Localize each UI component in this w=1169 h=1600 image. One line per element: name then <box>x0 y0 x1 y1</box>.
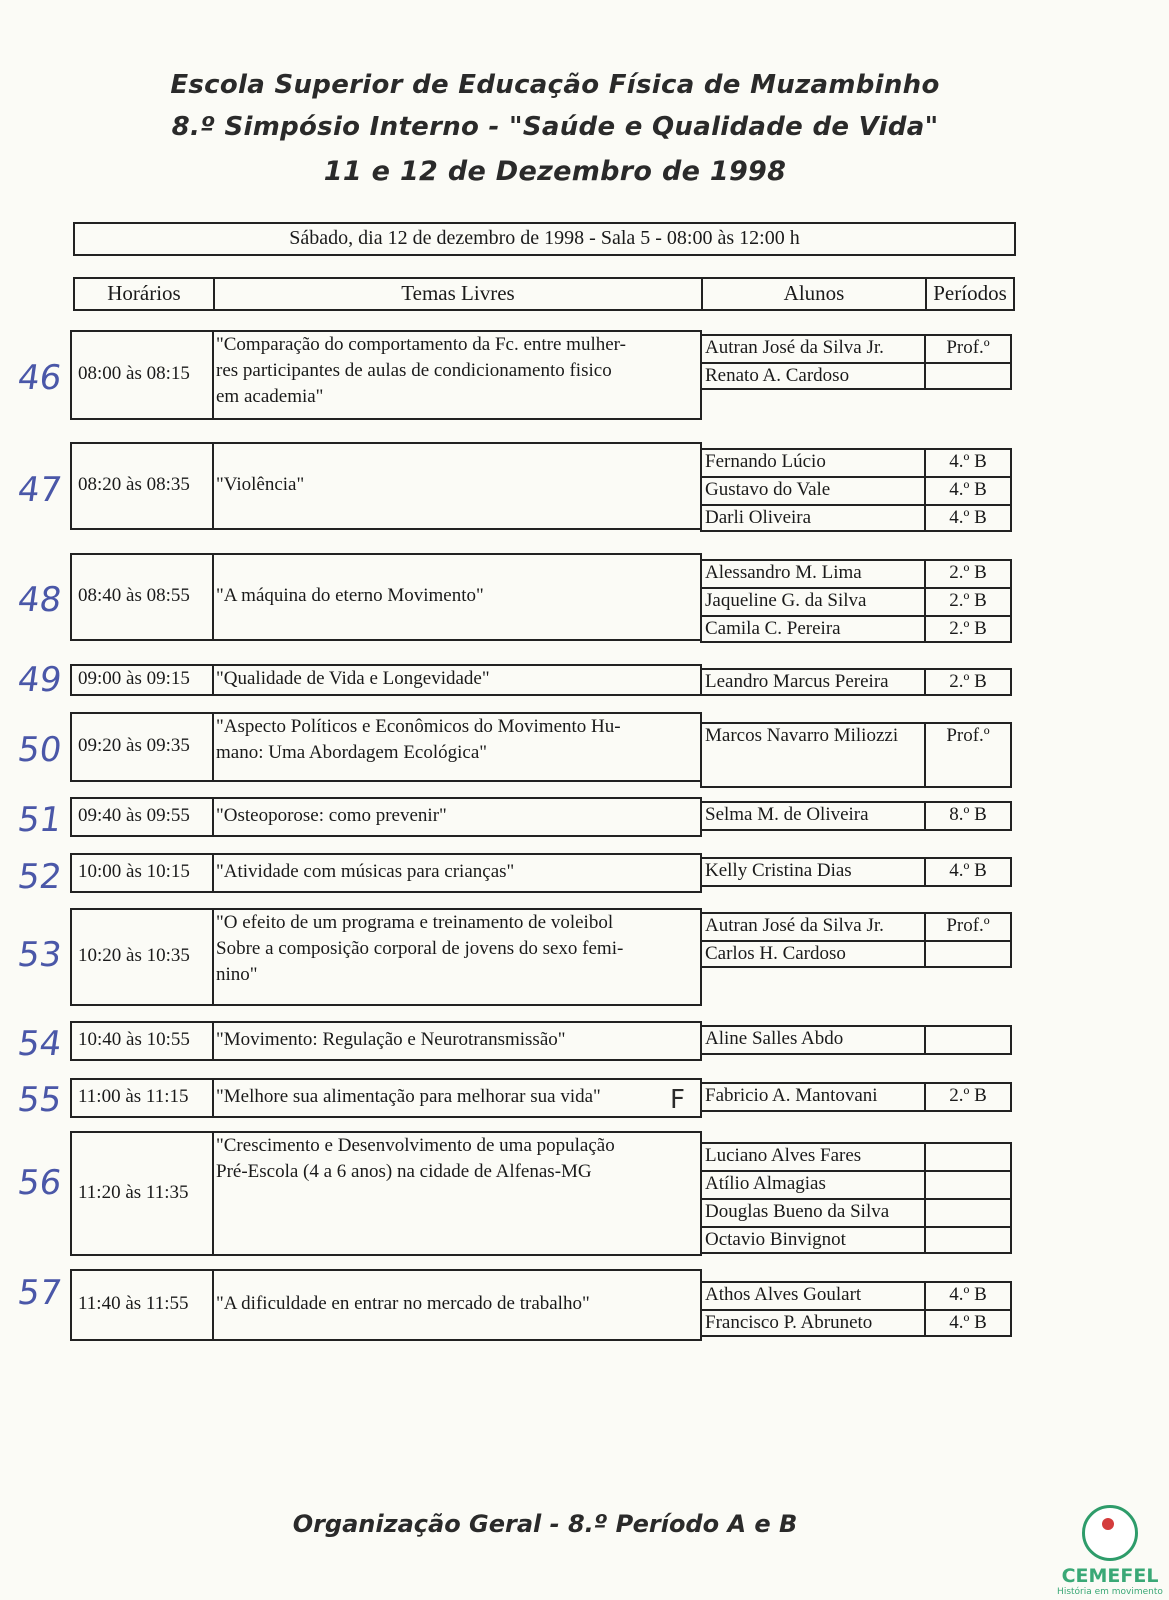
student-name: Leandro Marcus Pereira <box>705 671 889 692</box>
handwritten-number: 53 <box>15 935 65 975</box>
row-divider <box>212 1078 214 1118</box>
student-name: Jaqueline G. da Silva <box>705 590 867 611</box>
theme-line: "A máquina do eterno Movimento" <box>216 585 484 606</box>
handwritten-number: 57 <box>15 1273 65 1313</box>
footer: Organização Geral - 8.º Período A e B <box>292 1510 798 1538</box>
column-header-horarios: Horários <box>73 277 215 311</box>
student-name: Fabricio A. Mantovani <box>705 1085 878 1106</box>
time-slot: 08:40 às 08:55 <box>78 585 190 606</box>
student-period: 4.º B <box>949 1312 987 1333</box>
student-name: Autran José da Silva Jr. <box>705 337 884 358</box>
student-name: Marcos Navarro Miliozzi <box>705 725 899 746</box>
handwritten-number: 46 <box>15 358 65 398</box>
row-divider <box>212 853 214 893</box>
column-header-alunos: Alunos <box>701 277 927 311</box>
row-divider <box>212 1269 214 1341</box>
handwritten-number: 48 <box>15 580 65 620</box>
row-divider <box>212 330 214 420</box>
student-name: Luciano Alves Fares <box>705 1144 862 1166</box>
student-name: Camila C. Pereira <box>705 618 841 639</box>
theme-line: "Osteoporose: como prevenir" <box>216 805 447 826</box>
student-period: Prof.º <box>946 725 990 746</box>
student-name: Douglas Bueno da Silva <box>705 1200 890 1222</box>
row-divider <box>212 553 214 641</box>
student-name: Darli Oliveira <box>705 507 812 528</box>
time-slot: 10:40 às 10:55 <box>78 1029 190 1050</box>
time-slot: 11:20 às 11:35 <box>78 1181 189 1203</box>
theme-line: "Aspecto Políticos e Econômicos do Movimento Hu- <box>216 716 621 737</box>
logo-tagline: História em movimento <box>1057 1587 1163 1597</box>
handwritten-mark: F <box>670 1085 685 1115</box>
student-period: 2.º B <box>949 618 987 639</box>
logo-name: CEMEFEL <box>1061 1565 1159 1587</box>
student-period: 4.º B <box>949 479 987 500</box>
handwritten-number: 52 <box>15 857 65 897</box>
theme-line: "Atividade com músicas para crianças" <box>216 861 515 882</box>
handwritten-number: 51 <box>15 800 65 840</box>
cemefel-logo <box>1055 1505 1165 1597</box>
time-slot: 10:20 às 10:35 <box>78 945 190 966</box>
theme-line: Sobre a composição corporal de jovens do sexo femi- <box>216 938 624 959</box>
header-line-3: 11 e 12 de Dezembro de 1998 <box>323 156 787 187</box>
column-header-temas: Temas Livres <box>213 277 703 311</box>
theme-line: Pré-Escola (4 a 6 anos) na cidade de Alfenas-MG <box>216 1161 592 1182</box>
student-name: Autran José da Silva Jr. <box>705 915 884 936</box>
logo-icon <box>1082 1505 1138 1561</box>
student-period: 4.º B <box>949 1284 987 1305</box>
theme-line: "Melhore sua alimentação para melhorar sua vida" <box>216 1086 601 1107</box>
theme-line: nino" <box>216 964 258 985</box>
handwritten-number: 54 <box>15 1024 65 1064</box>
theme-line: "Violência" <box>216 474 305 495</box>
row-divider <box>212 712 214 782</box>
time-slot: 11:40 às 11:55 <box>78 1293 189 1314</box>
student-period: 2.º B <box>949 1085 987 1106</box>
theme-line: "Crescimento e Desenvolvimento de uma população <box>216 1135 615 1156</box>
handwritten-number: 56 <box>15 1163 65 1203</box>
student-period: Prof.º <box>946 337 990 358</box>
session-title: Sábado, dia 12 de dezembro de 1998 - Sala 5 - 08:00 às 12:00 h <box>73 222 1016 256</box>
theme-line: mano: Uma Abordagem Ecológica" <box>216 742 488 763</box>
handwritten-number: 47 <box>15 470 65 510</box>
row-divider <box>212 664 214 696</box>
theme-line: "Qualidade de Vida e Longevidade" <box>216 668 490 689</box>
time-slot: 08:20 às 08:35 <box>78 474 190 495</box>
handwritten-number: 50 <box>15 730 65 770</box>
student-name: Fernando Lúcio <box>705 451 826 472</box>
student-name: Atílio Almagias <box>705 1172 826 1194</box>
time-slot: 09:40 às 09:55 <box>78 805 190 826</box>
student-name: Francisco P. Abruneto <box>705 1312 873 1333</box>
student-name: Selma M. de Oliveira <box>705 804 869 825</box>
student-name: Alessandro M. Lima <box>705 562 862 583</box>
student-name: Carlos H. Cardoso <box>705 943 846 964</box>
student-period: 4.º B <box>949 507 987 528</box>
student-name: Aline Salles Abdo <box>705 1028 844 1049</box>
row-divider <box>212 1131 214 1256</box>
student-period: 2.º B <box>949 562 987 583</box>
time-slot: 09:00 às 09:15 <box>78 668 190 689</box>
row-divider <box>212 908 214 1006</box>
student-period: 2.º B <box>949 671 987 692</box>
theme-line: "Comparação do comportamento da Fc. entre mulher- <box>216 334 626 355</box>
student-period: 4.º B <box>949 451 987 472</box>
time-slot: 08:00 às 08:15 <box>78 363 190 384</box>
handwritten-number: 55 <box>15 1080 65 1120</box>
student-name: Octavio Binvignot <box>705 1228 846 1250</box>
time-slot: 10:00 às 10:15 <box>78 861 190 882</box>
student-period: 4.º B <box>949 860 987 881</box>
student-name: Athos Alves Goulart <box>705 1284 862 1305</box>
student-name: Renato A. Cardoso <box>705 365 850 386</box>
row-divider <box>212 797 214 837</box>
student-period: 2.º B <box>949 590 987 611</box>
handwritten-number: 49 <box>15 660 65 700</box>
row-divider <box>212 442 214 530</box>
student-period: 8.º B <box>949 804 987 825</box>
time-slot: 09:20 às 09:35 <box>78 735 190 756</box>
theme-line: res participantes de aulas de condicionamento fisico <box>216 360 612 381</box>
theme-line: "A dificuldade en entrar no mercado de trabalho" <box>216 1293 590 1314</box>
column-header-periodos: Períodos <box>925 277 1015 311</box>
theme-line: em academia" <box>216 386 324 407</box>
time-slot: 11:00 às 11:15 <box>78 1086 189 1107</box>
row-divider <box>212 1021 214 1061</box>
student-name: Kelly Cristina Dias <box>705 860 852 881</box>
theme-line: "Movimento: Regulação e Neurotransmissão" <box>216 1029 566 1050</box>
student-name: Gustavo do Vale <box>705 479 831 500</box>
header-line-2: 8.º Simpósio Interno - "Saúde e Qualidade de Vida" <box>171 112 939 142</box>
theme-line: "O efeito de um programa e treinamento de voleibol <box>216 912 614 933</box>
student-period: Prof.º <box>946 915 990 936</box>
student-divider <box>924 1025 926 1055</box>
header-line-1: Escola Superior de Educação Física de Muzambinho <box>170 70 940 100</box>
